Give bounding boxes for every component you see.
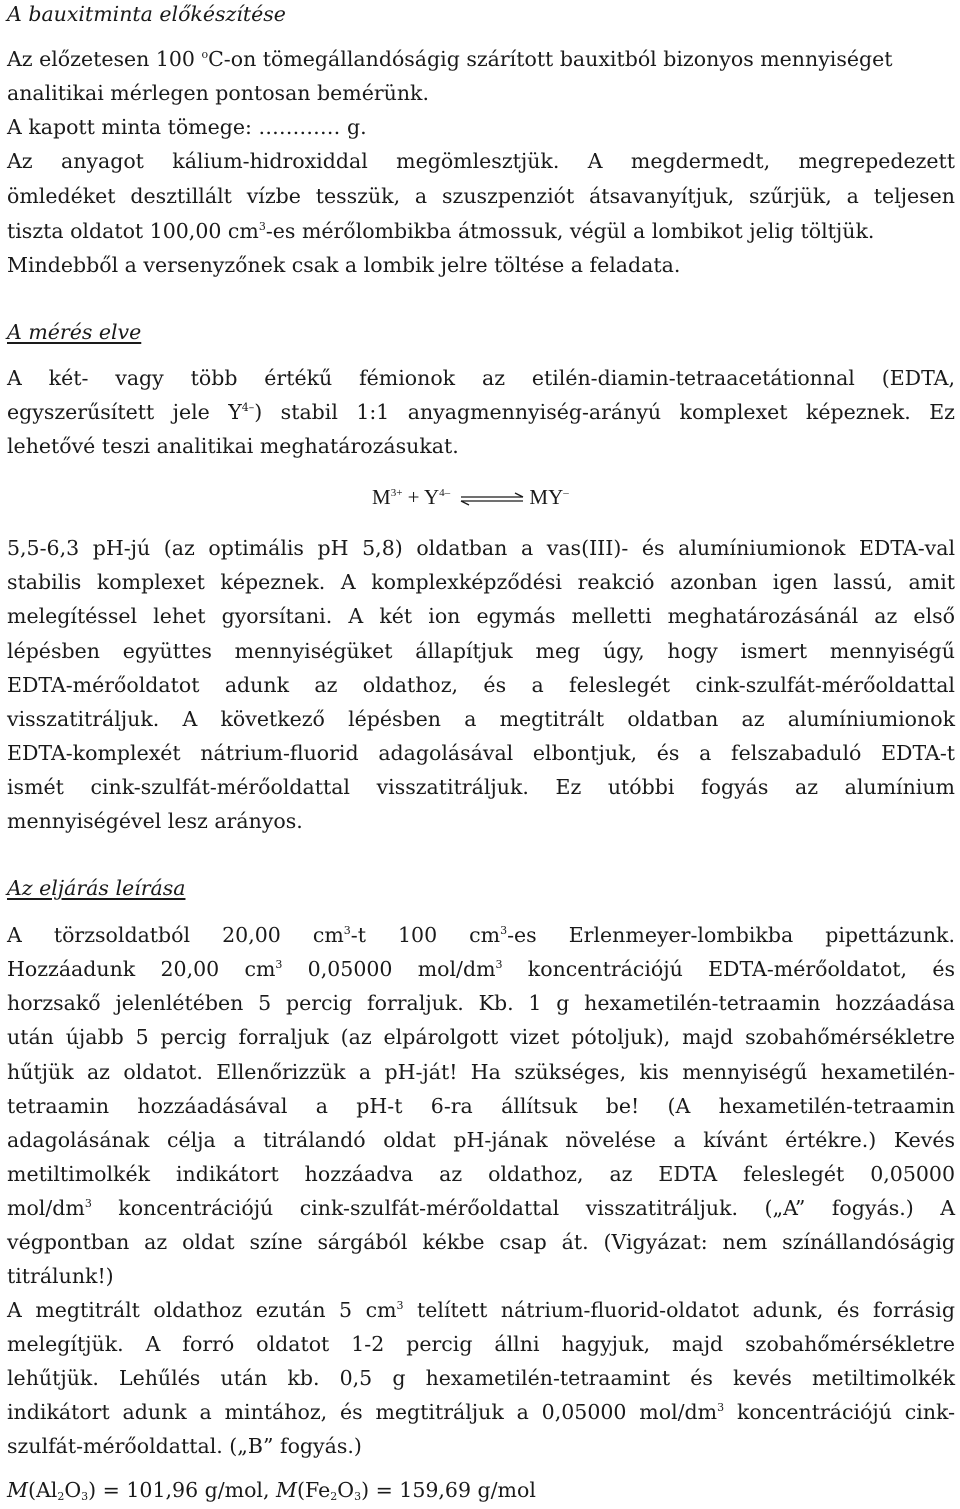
principle-line-1: A két- vagy több értékű fémionok az etilén-diamin-tetraacetátionnal (EDTA,	[7, 366, 955, 390]
procedure-line-12: A megtitrált oldathoz ezután 5 $cm^3$ telített nátrium-fluorid-oldatot adunk, és forrásig	[7, 1298, 955, 1322]
section-title-procedure: Az eljárás leírása	[7, 876, 186, 900]
prep-line-2: analitikai mérlegen pontosan bemérünk.	[7, 81, 429, 105]
procedure-line-1: A törzsoldatból 20,00 $cm^3-t$ 100 $cm^3-es$ Erlenmeyer-lombikba pipettázunk.	[7, 923, 955, 947]
procedure-line-3: horzsakő jelenlétében 5 percig forraljuk. Kb. 1 g hexametilén-tetraamin hozzáadása	[7, 991, 955, 1015]
principle-para-line-6: visszatitráljuk. A következő lépésben a megtitrált oldatban az alumíniumionok	[7, 707, 955, 731]
principle-para-line-3: melegítéssel lehet gyorsítani. A két ion egymás melletti meghatározásánál az első	[7, 604, 955, 628]
reaction-equation: $M^{3+} + Y^{4-}$ MY–	[372, 485, 569, 509]
principle-para-line-4: lépésben együttes mennyiségüket állapítjuk meg úgy, hogy ismert mennyiségű	[7, 639, 955, 663]
procedure-line-6: tetraamin hozzáadásával a pH-t 6-ra állítsuk be! (A hexametilén-tetraamin	[7, 1094, 955, 1118]
procedure-line-14: lehűtjük. Lehűlés után kb. 0,5 g hexametilén-tetraamint és kevés metiltimolkék	[7, 1366, 955, 1390]
principle-para-line-5: EDTA-mérőoldatot adunk az oldathoz, és a feleslegét cink-szulfát-mérőoldattal	[7, 673, 955, 697]
procedure-line-5: hűtjük az oldatot. Ellenőrizzük a pH-ját! Ha szükséges, kis mennyiségű hexametilén-	[7, 1060, 955, 1084]
procedure-line-4: után újabb 5 percig forraljuk (az elpárolgott vizet pótoljuk), majd szobahőmérsékletre	[7, 1025, 955, 1049]
equilibrium-arrow-icon	[457, 492, 527, 506]
prep-line-4: Az anyagot kálium-hidroxiddal megömlesztjük. A megdermedt, megrepedezett	[7, 149, 955, 173]
section-title-prep: A bauxitminta előkészítése	[7, 2, 286, 26]
principle-line-3: lehetővé teszi analitikai meghatározásukat.	[7, 434, 459, 458]
prep-line-3: A kapott minta tömege: ………… g.	[7, 115, 367, 139]
procedure-line-7: adagolásának célja a titrálandó oldat pH-jának növelése a kívánt értékre.) Kevés	[7, 1128, 955, 1152]
procedure-line-11: titrálunk!)	[7, 1264, 114, 1288]
molar-masses-line: $M(Al_2O_3) = 101,96$ g/mol, $M(Fe_2O_3) = 159,69$ g/mol	[7, 1478, 536, 1503]
section-title-principle: A mérés elve	[7, 320, 142, 344]
procedure-line-16: szulfát-mérőoldattal. („B” fogyás.)	[7, 1434, 362, 1458]
principle-para-line-9: mennyiségével lesz arányos.	[7, 809, 303, 833]
prep-line-1: Az előzetesen 100 $^o$C-on tömegállandóságig szárított bauxitból bizonyos mennyiséget	[7, 47, 893, 71]
principle-para-line-7: EDTA-komplexét nátrium-fluorid adagolásával elbontjuk, és a felszabaduló EDTA-t	[7, 741, 955, 765]
procedure-line-2: Hozzáadunk 20,00 $cm^3$ 0,05000 mol/$dm^3$ koncentrációjú EDTA-mérőoldatot, és	[7, 957, 955, 981]
principle-para-line-8: ismét cink-szulfát-mérőoldattal visszatitráljuk. Ez utóbbi fogyás az alumínium	[7, 775, 955, 799]
principle-para-line-1: 5,5-6,3 pH-jú (az optimális pH 5,8) oldatban a vas(III)- és alumíniumionok EDTA-val	[7, 536, 955, 560]
prep-line-6: tiszta oldatot 100,00 $cm^3-es$ mérőlombikba átmossuk, végül a lombikot jelig töltjük.	[7, 219, 875, 243]
principle-line-2: egyszerűsített jele $Y^{4-}$) stabil 1:1 anyagmennyiség-arányú komplexet képeznek. Ez	[7, 400, 955, 424]
procedure-line-9: mol/$dm^3$ koncentrációjú cink-szulfát-mérőoldattal visszatitráljuk. („A” fogyás.) A	[7, 1196, 955, 1220]
prep-line-5: ömledéket desztillált vízbe tesszük, a szuszpenziót átsavanyítjuk, szűrjük, a teljesen	[7, 184, 955, 208]
procedure-line-13: melegítjük. A forró oldatot 1-2 percig állni hagyjuk, majd szobahőmérsékletre	[7, 1332, 955, 1356]
prep-line-7: Mindebből a versenyzőnek csak a lombik jelre töltése a feladata.	[7, 253, 681, 277]
procedure-line-15: indikátort adunk a mintához, és megtitráljuk a 0,05000 mol/$dm^3$ koncentrációjú cink-	[7, 1400, 956, 1424]
procedure-line-8: metiltimolkék indikátort hozzáadva az oldathoz, az EDTA feleslegét 0,05000	[7, 1162, 955, 1186]
principle-para-line-2: stabilis komplexet képeznek. A komplexképződési reakció azonban igen lassú, amit	[7, 570, 955, 594]
procedure-line-10: végpontban az oldat színe sárgából kékbe csap át. (Vigyázat: nem színállandóságig	[7, 1230, 955, 1254]
